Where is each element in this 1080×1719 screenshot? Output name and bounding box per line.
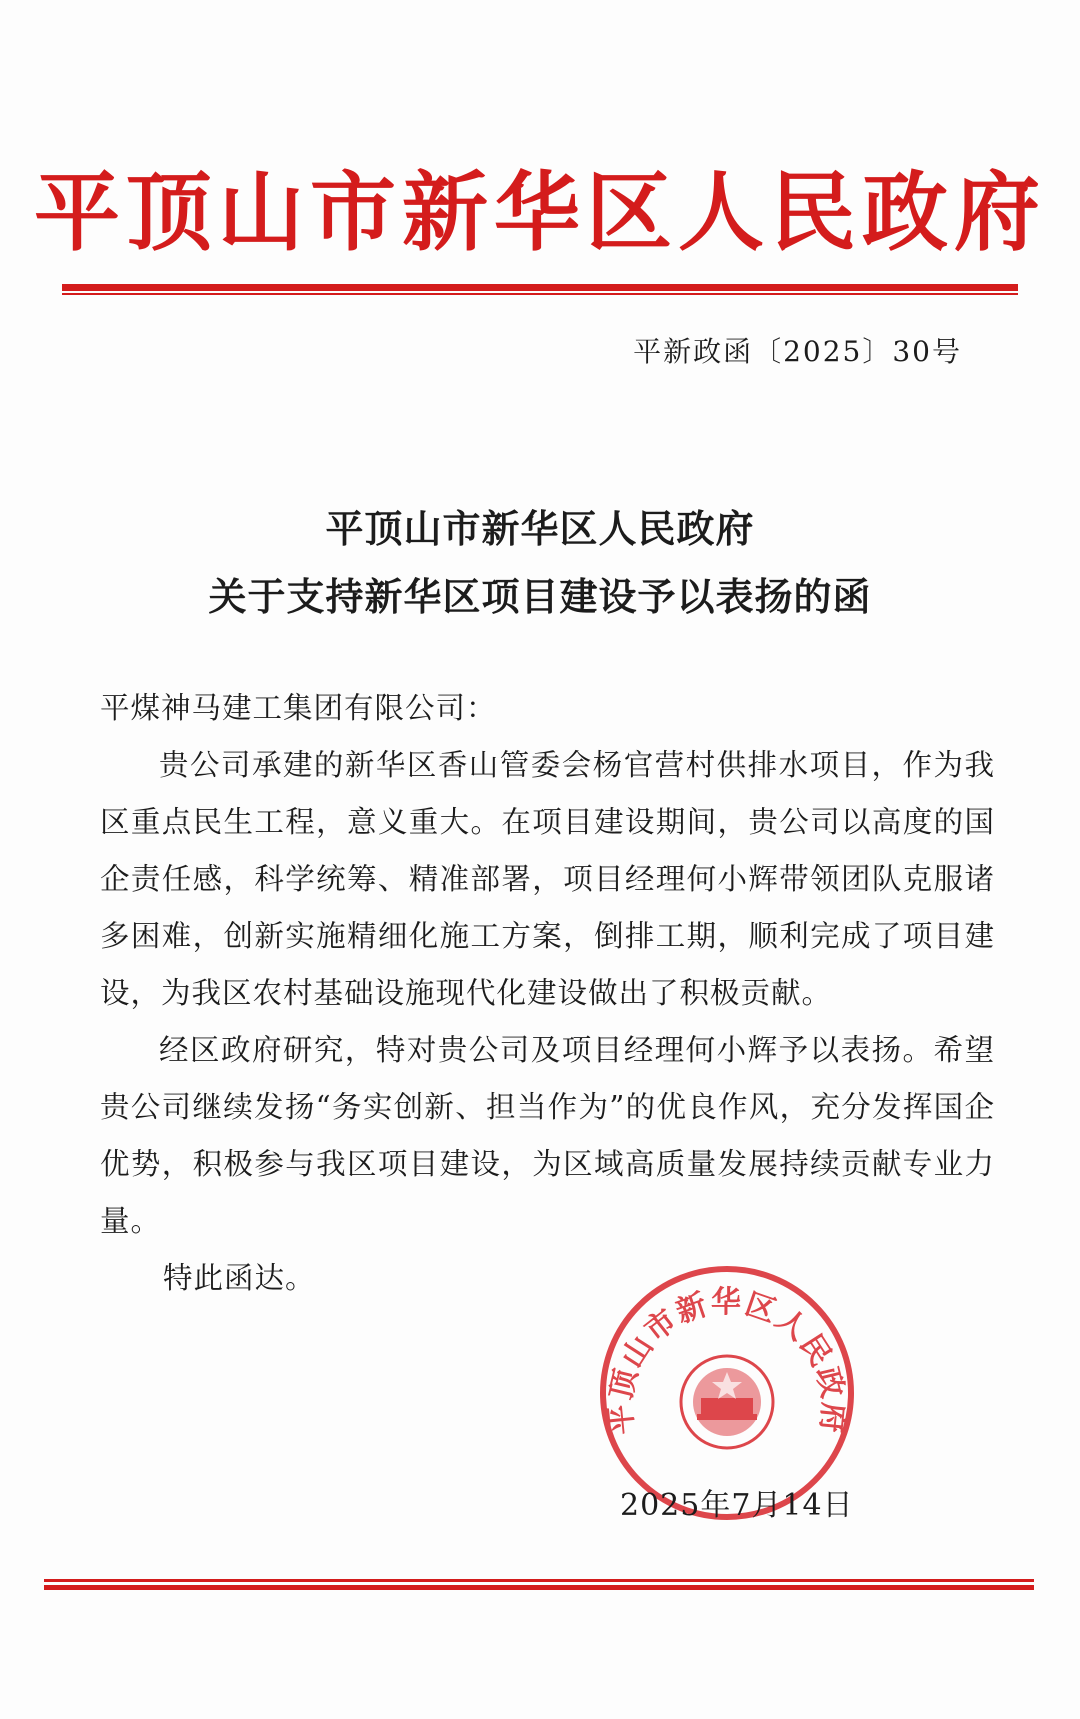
footer-red-rule (44, 1578, 1034, 1592)
letterhead-title: 平顶山市新华区人民政府 (34, 163, 1046, 263)
letterhead-red-rule (62, 282, 1018, 298)
document-date: 2025年7月14日 (620, 1488, 854, 1523)
recipient-line: 平煤神马建工集团有限公司： (100, 691, 497, 725)
national-emblem-icon (681, 1356, 773, 1448)
body-paragraph-2: 经区政府研究，特对贵公司及项目经理何小辉予以表扬。希望贵公司继续发扬“务实创新、担当作为”的优良作风，充分发挥国企优势，积极参与我区项目建设，为区域高质量发展持续贡献专业力量。 (100, 1033, 995, 1238)
document-number: 平新政函〔2025〕30号 (633, 335, 962, 368)
body-paragraph-1: 贵公司承建的新华区香山管委会杨官营村供排水项目，作为我区重点民生工程，意义重大。在项目建设期间，贵公司以高度的国企责任感，科学统筹、精准部署，项目经理何小辉带领团队克服诸多困难，创新实施精细化施工方案，倒排工期，顺利完成了项目建设，为我区农村基础设施现代化建设做出了积极贡献。 (100, 748, 995, 1010)
document-title (0, 495, 1080, 631)
document-title-line-1: 平顶山市新华区人民政府 (325, 507, 755, 551)
svg-text:平顶山市新华区人民政府: 平顶山市新华区人民政府 (603, 1285, 851, 1437)
closing-line: 特此函达。 (163, 1261, 316, 1295)
document-title-line-2: 关于支持新华区项目建设予以表扬的函 (208, 575, 872, 619)
document-body (100, 680, 995, 1250)
